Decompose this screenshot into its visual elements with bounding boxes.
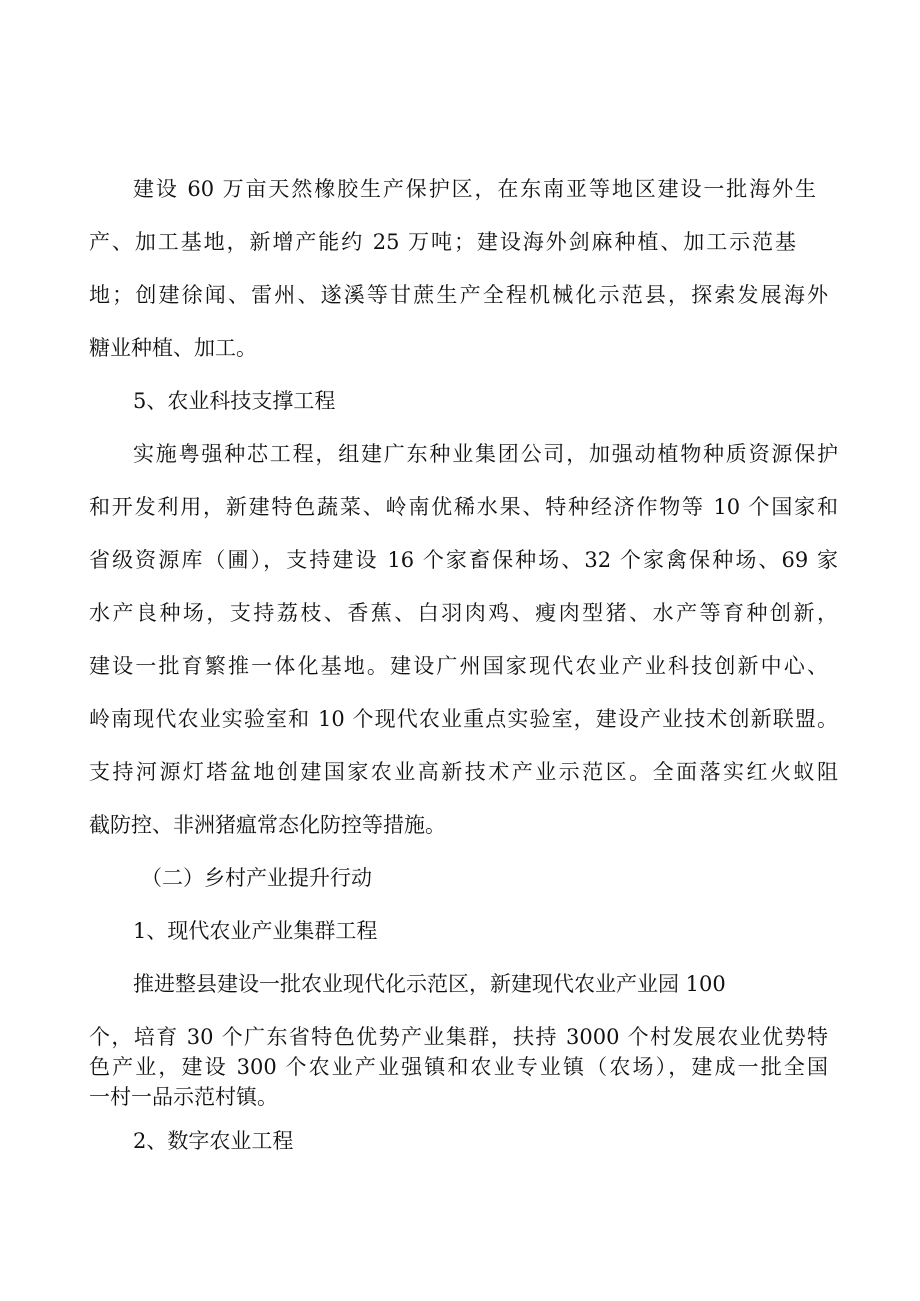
paragraph-line: 糖业种植、加工。 bbox=[89, 336, 257, 360]
paragraph-line: 建设 60 万亩天然橡胶生产保护区，在东南亚等地区建设一批海外生 bbox=[133, 177, 816, 201]
section-heading: 5、农业科技支撑工程 bbox=[133, 389, 336, 413]
paragraph-line: 支持河源灯塔盆地创建国家农业高新技术产业示范区。全面落实红火蚁阻 bbox=[89, 760, 838, 784]
paragraph-line: 产、加工基地，新增产能约 25 万吨；建设海外剑麻种植、加工示范基 bbox=[89, 230, 796, 254]
paragraph-line: 地；创建徐闻、雷州、遂溪等甘蔗生产全程机械化示范县，探索发展海外 bbox=[89, 283, 828, 307]
section-heading: （二）乡村产业提升行动 bbox=[141, 866, 372, 890]
paragraph-line: 省级资源库（圃），支持建设 16 个家畜保种场、32 个家禽保种场、69 家 bbox=[89, 548, 838, 572]
paragraph-line: 建设一批育繁推一体化基地。建设广州国家现代农业产业科技创新中心、 bbox=[89, 654, 828, 678]
paragraph-line: 水产良种场，支持荔枝、香蕉、白羽肉鸡、瘦肉型猪、水产等育种创新， bbox=[89, 601, 838, 625]
section-heading: 2、数字农业工程 bbox=[133, 1129, 294, 1153]
paragraph-line: 和开发利用，新建特色蔬菜、岭南优稀水果、特种经济作物等 10 个国家和 bbox=[89, 495, 838, 519]
paragraph-line: 色产业，建设 300 个农业产业强镇和农业专业镇（农场），建成一批全国 bbox=[89, 1055, 828, 1079]
paragraph-line: 截防控、非洲猪瘟常态化防控等措施。 bbox=[89, 813, 446, 837]
section-heading: 1、现代农业产业集群工程 bbox=[133, 919, 378, 943]
paragraph-line: 实施粤强种芯工程，组建广东种业集团公司，加强动植物种质资源保护 bbox=[133, 442, 838, 466]
paragraph-line: 岭南现代农业实验室和 10 个现代农业重点实验室，建设产业技术创新联盟。 bbox=[89, 707, 838, 731]
paragraph-line: 个，培育 30 个广东省特色优势产业集群，扶持 3000 个村发展农业优势特 bbox=[89, 1025, 828, 1049]
paragraph-line: 一村一品示范村镇。 bbox=[89, 1085, 278, 1109]
paragraph-line: 推进整县建设一批农业现代化示范区，新建现代农业产业园 100 bbox=[133, 972, 726, 996]
